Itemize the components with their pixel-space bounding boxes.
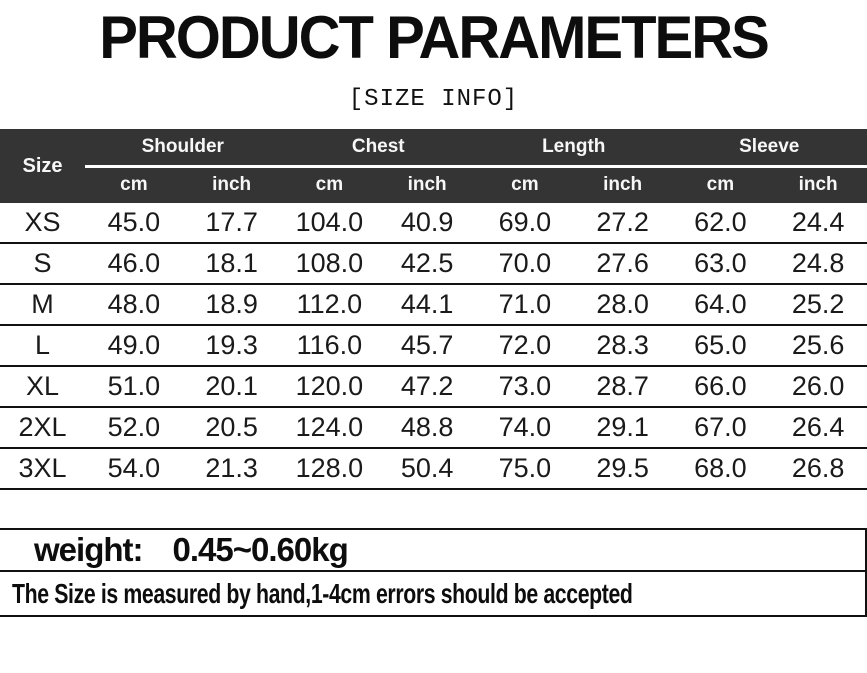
value-sleeve-cm: 64.0 (672, 289, 770, 320)
value-sleeve-cm: 62.0 (672, 207, 770, 238)
value-chest-inch: 42.5 (378, 248, 476, 279)
value-length-inch: 28.7 (574, 371, 672, 402)
size-table-body (0, 203, 867, 490)
value-length-inch: 27.2 (574, 207, 672, 238)
value-sleeve-cm: 63.0 (672, 248, 770, 279)
unit-header-length-inch: inch (574, 168, 672, 204)
value-shoulder-inch: 20.1 (183, 371, 281, 402)
page-subtitle: [SIZE INFO] (0, 86, 867, 114)
value-shoulder-inch: 21.3 (183, 453, 281, 484)
value-shoulder-cm: 51.0 (85, 371, 183, 402)
value-chest-cm: 116.0 (281, 330, 379, 361)
value-length-inch: 27.6 (574, 248, 672, 279)
table-row (0, 367, 867, 408)
value-shoulder-inch: 20.5 (183, 412, 281, 443)
size-label: M (0, 289, 85, 320)
value-sleeve-cm: 66.0 (672, 371, 770, 402)
note-row (0, 572, 865, 617)
value-shoulder-cm: 46.0 (85, 248, 183, 279)
value-chest-inch: 48.8 (378, 412, 476, 443)
value-sleeve-inch: 24.4 (769, 207, 867, 238)
table-row (0, 326, 867, 367)
value-chest-inch: 50.4 (378, 453, 476, 484)
value-shoulder-cm: 45.0 (85, 207, 183, 238)
column-group-row (85, 129, 867, 165)
value-chest-cm: 120.0 (281, 371, 379, 402)
column-group-length: Length (476, 129, 672, 165)
unit-header-chest-cm: cm (281, 168, 379, 204)
value-sleeve-inch: 25.6 (769, 330, 867, 361)
page-title: PRODUCT PARAMETERS (0, 6, 867, 70)
unit-header-chest-inch: inch (378, 168, 476, 204)
value-length-inch: 28.0 (574, 289, 672, 320)
value-sleeve-inch: 26.8 (769, 453, 867, 484)
value-sleeve-cm: 65.0 (672, 330, 770, 361)
size-label: 2XL (0, 412, 85, 443)
value-length-inch: 28.3 (574, 330, 672, 361)
value-chest-cm: 104.0 (281, 207, 379, 238)
value-chest-inch: 44.1 (378, 289, 476, 320)
value-shoulder-inch: 19.3 (183, 330, 281, 361)
unit-header-length-cm: cm (476, 168, 574, 204)
unit-header-sleeve-cm: cm (672, 168, 770, 204)
size-label: S (0, 248, 85, 279)
unit-header-shoulder-cm: cm (85, 168, 183, 204)
size-label: XS (0, 207, 85, 238)
value-length-cm: 72.0 (476, 330, 574, 361)
value-length-cm: 69.0 (476, 207, 574, 238)
table-row (0, 244, 867, 285)
table-row (0, 203, 867, 244)
weight-row (0, 528, 865, 572)
value-shoulder-cm: 49.0 (85, 330, 183, 361)
column-group-sleeve: Sleeve (672, 129, 867, 165)
value-shoulder-inch: 17.7 (183, 207, 281, 238)
column-group-shoulder: Shoulder (85, 129, 281, 165)
size-table-header (0, 129, 867, 203)
measurement-header-group (85, 129, 867, 203)
value-shoulder-cm: 54.0 (85, 453, 183, 484)
value-length-inch: 29.1 (574, 412, 672, 443)
value-sleeve-cm: 68.0 (672, 453, 770, 484)
value-chest-inch: 47.2 (378, 371, 476, 402)
value-length-cm: 71.0 (476, 289, 574, 320)
value-length-cm: 70.0 (476, 248, 574, 279)
value-shoulder-cm: 52.0 (85, 412, 183, 443)
value-length-inch: 29.5 (574, 453, 672, 484)
unit-header-row (85, 168, 867, 204)
unit-header-sleeve-inch: inch (769, 168, 867, 204)
value-chest-inch: 40.9 (378, 207, 476, 238)
value-length-cm: 75.0 (476, 453, 574, 484)
value-chest-inch: 45.7 (378, 330, 476, 361)
size-label: L (0, 330, 85, 361)
unit-header-shoulder-inch: inch (183, 168, 281, 204)
weight-value: 0.45~0.60kg (172, 531, 347, 569)
value-shoulder-inch: 18.9 (183, 289, 281, 320)
value-length-cm: 74.0 (476, 412, 574, 443)
value-sleeve-inch: 25.2 (769, 289, 867, 320)
value-chest-cm: 128.0 (281, 453, 379, 484)
size-column-header: Size (0, 129, 85, 203)
size-label: XL (0, 371, 85, 402)
size-label: 3XL (0, 453, 85, 484)
table-row (0, 449, 867, 490)
value-sleeve-inch: 26.4 (769, 412, 867, 443)
table-row (0, 408, 867, 449)
size-table (0, 129, 867, 490)
bottom-info-box (0, 528, 867, 617)
value-shoulder-cm: 48.0 (85, 289, 183, 320)
product-parameters-page (0, 6, 867, 673)
value-chest-cm: 108.0 (281, 248, 379, 279)
weight-label: weight: (34, 531, 142, 569)
column-group-chest: Chest (281, 129, 477, 165)
value-chest-cm: 124.0 (281, 412, 379, 443)
value-shoulder-inch: 18.1 (183, 248, 281, 279)
value-sleeve-cm: 67.0 (672, 412, 770, 443)
value-sleeve-inch: 24.8 (769, 248, 867, 279)
note-text: The Size is measured by hand,1-4cm errors should be accepted (12, 578, 633, 610)
table-row (0, 285, 867, 326)
value-length-cm: 73.0 (476, 371, 574, 402)
value-sleeve-inch: 26.0 (769, 371, 867, 402)
value-chest-cm: 112.0 (281, 289, 379, 320)
